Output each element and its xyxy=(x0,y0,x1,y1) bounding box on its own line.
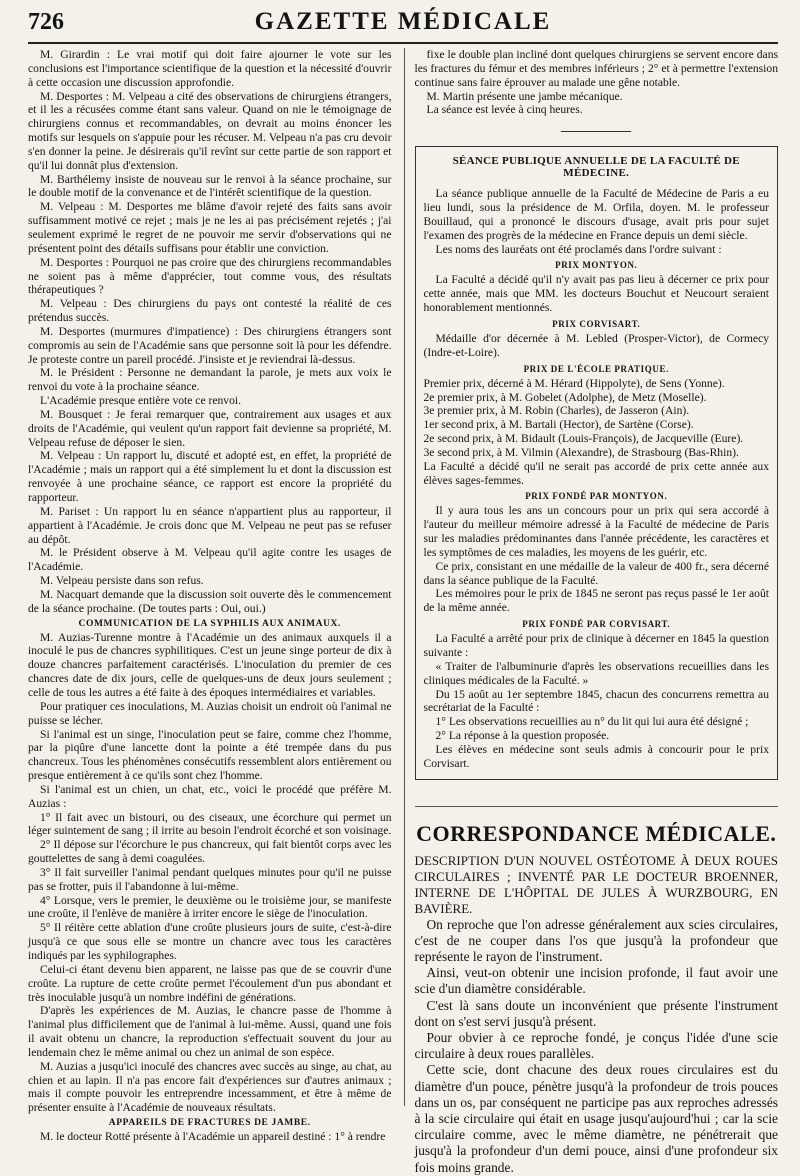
prix-fonde-montyon-text xyxy=(424,504,770,615)
prix-fonde-corvisart-text xyxy=(424,632,770,770)
minutes-paragraph: M. Girardin : Le vrai motif qui doit faire ajourner le vote sur les conclusions est l'importance scientifique de la question et la nécessité d'ouvrir à cette occasion une discussion approfondie. xyxy=(28,48,392,89)
minutes-paragraph: M. Velpeau : Des chirurgiens du pays ont contesté la réalité de ces prétendus succès. xyxy=(28,297,392,325)
correspondance-paragraph: Pour obvier à ce reproche fondé, je conçus l'idée d'une scie circulaire à deux roues parallèles. xyxy=(414,1030,778,1062)
minutes-paragraphs xyxy=(28,48,392,616)
faculty-intro-paragraph: La séance publique annuelle de la Faculté de Médecine de Paris a eu lieu lundi, sous la présidence de M. Orfila, doyen. M. le professeur Bouillaud, qui a prononcé le discours d'usage, avait pris pour sujet l'examen des progrès de la médecine en France depuis un demi siècle. xyxy=(423,187,769,242)
prix-fonde-montyon-heading: PRIX FONDÉ PAR MONTYON. xyxy=(525,491,668,502)
correspondance-paragraph: On reproche que l'on adresse généralement aux scies circulaires, c'est de ne couper dans l'os que jusqu'à la profondeur que représente le rayon de l'instrument. xyxy=(414,916,778,964)
syphilis-paragraph: Pour pratiquer ces inoculations, M. Auzias choisit un endroit où l'animal ne puisse se lécher. xyxy=(28,699,392,727)
journal-title: GAZETTE MÉDICALE xyxy=(254,8,552,35)
prix-montyon-text: La Faculté a décidé qu'il n'y avait pas pas lieu à décerner ce prix pour cette année, mais que MM. les docteurs Bouchut et Neucourt seraient honorablement mentionnés. xyxy=(423,273,769,315)
minutes-paragraph: M. Barthélemy insiste de nouveau sur le renvoi à la séance prochaine, sur le double motif de la convenance et de l'intérêt scientifique de la question. xyxy=(28,172,392,200)
correspondance-subtitle: DESCRIPTION D'UN NOUVEL OSTÉOTOME À DEUX ROUES CIRCULAIRES ; INVENTÉ PAR LE DOCTEUR BROENNER, INTERNE DE L'HÔPITAL DE JULES À WURZBOURG, EN BAVIÈRE. xyxy=(414,852,778,916)
section-fractures-heading: APPAREILS DE FRACTURES DE JAMBE. xyxy=(108,1118,311,1129)
prize-line: 2e premier prix, à M. Gobelet (Adolphe), de Metz (Moselle). xyxy=(423,390,707,404)
prize-rule-paragraph: Ce prix, consistant en une médaille de la valeur de 400 fr., sera décerné dans la séance publique de la Faculté. xyxy=(423,559,769,587)
ecole-pratique-list xyxy=(424,377,770,488)
syphilis-paragraph: Celui-ci étant devenu bien apparent, ne laisse pas que de se couvrir d'une croûte. La rupture de cette croûte permet l'écoulement d'un pus abondant et très inoculable jusqu'à un nombre indéfini de générations. xyxy=(28,962,392,1004)
session-paragraph: La séance est levée à cinq heures. xyxy=(426,103,583,117)
faculty-session-box xyxy=(415,146,779,779)
session-paragraph: M. Martin présente une jambe mécanique. xyxy=(426,89,623,103)
fractures-paragraph: M. le docteur Rotté présente à l'Académie un appareil destiné : 1° à rendre xyxy=(40,1130,386,1144)
faculty-intro xyxy=(424,187,770,256)
minutes-paragraph: M. Desportes : M. Velpeau a cité des observations de chirurgiens étrangers, et il les a récusées comme étant sans valeur. Quand on nie le témoignage de chirurgiens connus et recommandables, on devrait au moins énoncer les motifs sur lesquels on s'appuie pour les récuser. M. Velpeau n'a pas cru devoir s'en donner la peine. Je désirerais qu'il revînt sur cette partie de son rapport et qu'il lui donnât plus d'extension. xyxy=(28,89,392,172)
syphilis-paragraph: 1° Il fait avec un bistouri, ou des ciseaux, une écorchure qui permet un léger suintement de sang ; il irrite au besoin l'endroit écorché et son voisinage. xyxy=(28,810,392,838)
syphilis-paragraph: Si l'animal est un chien, un chat, etc., voici le procédé que préfère M. Auzias : xyxy=(28,782,392,810)
prize-line: 2e second prix, à M. Bidault (Louis-François), de Jacqueville (Eure). xyxy=(423,432,744,446)
minutes-paragraph: M. Desportes (murmures d'impatience) : Des chirurgiens étrangers sont compromis au sein de l'Académie sans que personne soit là pour les défendre. Je proteste contre un pareil procédé. J'insiste et je reviendrai là-dessus. xyxy=(28,324,392,366)
prize-rule-paragraph: « Traiter de l'albuminurie d'après les observations recueillies dans les cliniques médicales de la Faculté. » xyxy=(423,659,769,687)
prize-rule-paragraph: Les mémoires pour le prix de 1845 ne seront pas reçus passé le 1er août de la même année. xyxy=(423,587,769,615)
prize-line: 3e second prix, à M. Vilmin (Alexandre), de Strasbourg (Bas-Rhin). xyxy=(423,445,739,459)
faculty-session-title: SÉANCE PUBLIQUE ANNUELLE DE LA FACULTÉ DE MÉDECINE. xyxy=(452,155,740,180)
syphilis-paragraph: M. Auzias a jusqu'ici inoculé des chancres avec succès au singe, au chat, au chien et au lapin. Il n'a pas encore fait d'expériences sur d'autres animaux ; mais il compte pouvoir les entreprendre incessamment, et être à même de présenter ensuite à l'Académie de nouveaux résultats. xyxy=(28,1059,392,1115)
prix-corvisart-heading: PRIX CORVISART. xyxy=(552,318,641,329)
minutes-paragraph: M. Nacquart demande que la discussion soit ouverte dès le commencement de la séance prochaine. (De toutes parts : Oui, oui.) xyxy=(28,587,392,615)
prix-corvisart-text: Médaille d'or décernée à M. Lebled (Prosper-Victor), de Cormecy (Indre-et-Loire). xyxy=(423,331,769,359)
syphilis-paragraph: M. Auzias-Turenne montre à l'Académie un des animaux auxquels il a inoculé le pus de chancres syphilitiques. C'est un jeune singe porteur de dix à douze chancres parfaitement caractérisés. L'inoculation du premier de ces chancres date de dix jours, celle de quelques-uns de deux jours seulement ; celle de tous les autres a été faite à des époques intermédiaires et variables. xyxy=(28,630,392,699)
syphilis-paragraph: 3° Il fait surveiller l'animal pendant quelques minutes pour qu'il ne puisse pas se frotter, puis il l'abandonne à lui-même. xyxy=(28,865,392,893)
right-column xyxy=(404,48,779,1175)
syphilis-paragraph: 4° Lorsque, vers le premier, le deuxième ou le troisième jour, se manifeste une croûte, il l'enlève de manière à irriter encore le siège de l'inoculation. xyxy=(28,893,392,921)
prix-montyon-heading: PRIX MONTYON. xyxy=(555,260,638,271)
syphilis-paragraph: 5° Il réitère cette ablation d'une croûte plusieurs jours de suite, c'est-à-dire jusqu'à ce que sous elle se montre un chancre avec tous les caractères indiqués par les syphilographes. xyxy=(28,921,392,962)
correspondance-title: CORRESPONDANCE MÉDICALE. xyxy=(415,806,779,847)
correspondance-paragraph: Cette scie, dont chacune des deux roues circulaires est du diamètre d'un pouce, pénètre jusqu'à la profondeur de trois pouces dans un os, par conséquent ne participe pas aux reproches adressés à la scie circulaire qui était en usage jusqu'aujourd'hui ; car la scie circulaire comme, avec le même diamètre, ne pénétrerait que jusqu'à la profondeur d'un demi pouce, ainsi d'une profondeur six fois moins grande. xyxy=(414,1062,778,1175)
minutes-paragraph: L'Académie presque entière vote ce renvoi. xyxy=(40,394,242,408)
session-paragraph: fixe le double plan incliné dont quelques chirurgiens se servent encore dans les fractures du fémur et des membres inférieurs ; 2° et à permettre l'extension continue sans faire éprouver au malade une gêne notable. xyxy=(414,48,778,89)
prix-fonde-corvisart-heading: PRIX FONDÉ PAR CORVISART. xyxy=(522,619,671,630)
prize-line: La Faculté a décidé qu'il ne serait pas accordé de prix cette année aux élèves sages-femmes. xyxy=(423,459,769,487)
minutes-paragraph: M. Velpeau : M. Desportes me blâme d'avoir rejeté des faits sans avoir suffisamment motivé ce rejet ; mais je ne les ai pas précisément rejetés ; j'ai seulement exprimé le regret de ne pouvoir me servir d'observations qui ne présentent point des détails suffisans pour établir une conviction. xyxy=(28,200,392,255)
minutes-paragraph: M. Velpeau : Un rapport lu, discuté et adopté est, en effet, la propriété de l'Académie ; mais un rapport qui a été simplement lu et dont la discussion est renvoyée à une prochaine séance, ce rapport est encore la propriété du rapporteur. xyxy=(28,449,392,504)
prize-rule-paragraph: Les élèves en médecine sont seuls admis à concourir pour le prix Corvisart. xyxy=(423,742,769,770)
columns xyxy=(28,48,778,1175)
minutes-paragraph: M. le Président observe à M. Velpeau qu'il agite contre les usages de l'Académie. xyxy=(28,546,392,574)
syphilis-paragraph: D'après les expériences de M. Auzias, le chancre passe de l'homme à l'animal plus difficilement que de l'animal à lui-même. Aussi, quand une fois il avait obtenu un chancre, la reproduction s'effectuait souvent du jour au lendemain chez le même animal ou chez un animal de son espèce. xyxy=(28,1004,392,1059)
prize-line: 1er second prix, à M. Bartali (Hector), de Sartène (Corse). xyxy=(423,418,694,432)
ecole-pratique-heading: PRIX DE L'ÉCOLE PRATIQUE. xyxy=(523,363,669,374)
correspondance-paragraph: C'est là sans doute un inconvénient que présente l'instrument dont on s'est servi jusqu'à présent. xyxy=(414,997,778,1029)
prize-line: Premier prix, décerné à M. Hérard (Hippolyte), de Sens (Yonne). xyxy=(423,376,725,390)
prize-line: 3e premier prix, à M. Robin (Charles), de Jasseron (Ain). xyxy=(423,404,690,418)
minutes-paragraph: M. Pariset : Un rapport lu en séance n'appartient plus au rapporteur, il appartient à l'Académie. Je crois donc que M. Velpeau ne peut pas se refuser au dépôt. xyxy=(28,504,392,546)
separator-rule xyxy=(561,131,631,132)
correspondance-body xyxy=(415,917,779,1176)
session-end-paragraphs xyxy=(415,48,779,117)
prize-rule-paragraph: 2° La réponse à la question proposée. xyxy=(435,729,610,743)
prize-rule-paragraph: La Faculté a arrêté pour prix de clinique à décerner en 1845 la question suivante : xyxy=(423,632,769,659)
prize-rule-paragraph: 1° Les observations recueillies au n° du lit qui lui aura été désigné ; xyxy=(435,715,749,729)
minutes-paragraph: M. Velpeau persiste dans son refus. xyxy=(40,574,204,588)
section-syphilis-heading: COMMUNICATION DE LA SYPHILIS AUX ANIMAUX. xyxy=(78,618,341,629)
minutes-paragraph: M. Bousquet : Je ferai remarquer que, contrairement aux usages et aux droits de l'Académie, qui veulent qu'un rapport fait devienne sa propriété, M. Velpeau refuse de déposer le sien. xyxy=(28,407,392,449)
syphilis-paragraph: 2° Il dépose sur l'écorchure le pus chancreux, qui fait bientôt corps avec les gouttelettes de sang à demi coagulées. xyxy=(28,838,392,866)
minutes-paragraph: M. le Président : Personne ne demandant la parole, je mets aux voix le renvoi du vote à la prochaine séance. xyxy=(28,366,392,394)
masthead xyxy=(28,8,778,44)
minutes-paragraph: M. Desportes : Pourquoi ne pas croire que des chirurgiens recommandables ne soient pas à même d'apprécier, tout comme vous, des résultats thérapeutiques ? xyxy=(28,255,392,297)
left-column xyxy=(28,48,392,1144)
syphilis-paragraphs xyxy=(28,631,392,1116)
page-number: 726 xyxy=(28,9,64,35)
prize-rule-paragraph: Il y aura tous les ans un concours pour un prix qui sera accordé à l'auteur du meilleur mémoire adressé à la Faculté de médecine de Paris sur les maladies prédominantes dans l'année précédente, les caractères et les symptômes de ces maladies, les moyens de les guérir, etc. xyxy=(423,504,769,559)
prize-rule-paragraph: Du 15 août au 1er septembre 1845, chacun des concurrens remettra au secrétariat de la Faculté : xyxy=(423,687,769,715)
faculty-intro-paragraph: Les noms des lauréats ont été proclamés dans l'ordre suivant : xyxy=(435,242,722,256)
correspondance-paragraph: Ainsi, veut-on obtenir une incision profonde, il faut avoir une scie d'un diamètre considérable. xyxy=(414,965,778,997)
syphilis-paragraph: Si l'animal est un singe, l'inoculation peut se faire, comme chez l'homme, par la piqûre d'une lancette dont la pointe a été trempée dans du pus chancreux. Tous les phénomènes consécutifs ressemblent alors entièrement ou presque entièrement à ce qu'ils sont chez l'homme. xyxy=(28,727,392,783)
